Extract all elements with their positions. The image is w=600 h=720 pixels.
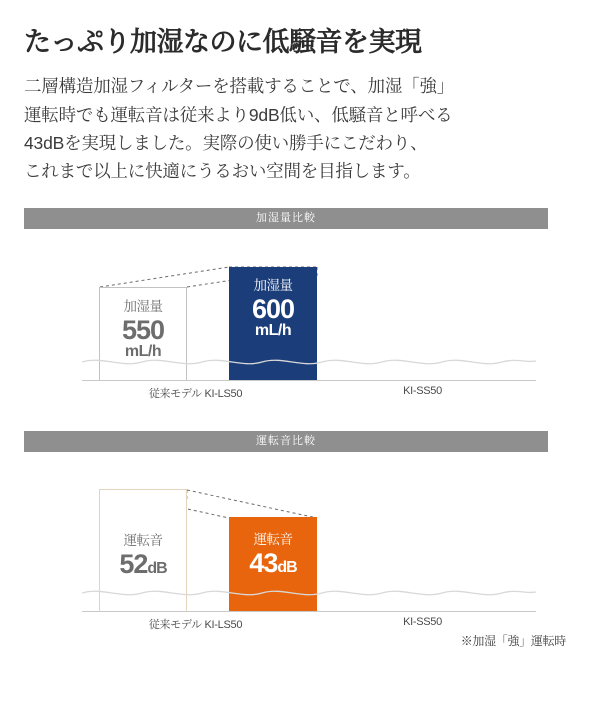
bar-new-sound-label (229, 533, 317, 578)
tick-label-new-humidification: KI-SS50 (403, 384, 442, 397)
bar-new-humidification-value: 600 (251, 293, 295, 324)
bar-new-sound-caption: 運転音 (253, 531, 293, 547)
bar-old-sound (99, 489, 187, 611)
lede-line-4: これまで以上に快適にうるおい空間を目指します。 (24, 161, 421, 182)
chart-sound-title: 運転音比較 (24, 431, 548, 452)
bar-new-humidification-label (229, 279, 317, 340)
bar-new-sound-unit: dB (277, 558, 297, 576)
bar-old-humidification-value: 550 (121, 314, 165, 345)
bar-old-sound-value: 52dB (119, 548, 167, 579)
bar-old-humidification (99, 287, 187, 380)
lede-line-2: 運転時でも運転音は従来より9dB低い、低騒音と呼べる (24, 104, 453, 125)
lede-line-1: 二層構造加湿フィルターを搭載することで、加湿「強」 (24, 76, 455, 97)
bar-new-humidification-unit: mL/h (254, 322, 292, 340)
chart-humidification-title: 加湿量比較 (24, 208, 548, 229)
bar-new-sound-value: 43dB (249, 547, 297, 578)
footnote: ※加湿「強」運転時 (460, 634, 566, 648)
tick-label-old-humidification: 従来モデル KI-LS50 (148, 387, 243, 400)
bar-old-humidification-label (100, 300, 186, 361)
chart-sound-body (24, 452, 548, 638)
lede-line-3: 43dBを実現しました。実際の使い勝手にこだわり、 (24, 133, 428, 154)
page-title: たっぷり加湿なのに低騒音を実現 (24, 27, 422, 57)
bar-old-sound-label (100, 534, 186, 579)
chart-humidification-body (24, 229, 548, 407)
tick-label-new-sound: KI-SS50 (403, 615, 442, 628)
bar-new-humidification-caption: 加湿量 (253, 277, 293, 293)
bar-old-humidification-unit: mL/h (124, 343, 162, 361)
x-axis-labels-humidification (82, 385, 536, 403)
chart-sound (24, 431, 548, 638)
bar-new-humidification (229, 267, 317, 380)
bar-old-sound-caption: 運転音 (123, 532, 163, 548)
lede-paragraph (24, 72, 576, 185)
baseline-sound (82, 611, 536, 612)
bar-new-sound (229, 517, 317, 611)
bar-old-sound-unit: dB (147, 559, 167, 577)
baseline-humidification (82, 380, 536, 381)
tick-label-old-sound: 従来モデル KI-LS50 (148, 618, 243, 631)
chart-humidification (24, 208, 548, 407)
bar-old-humidification-caption: 加湿量 (123, 298, 163, 314)
